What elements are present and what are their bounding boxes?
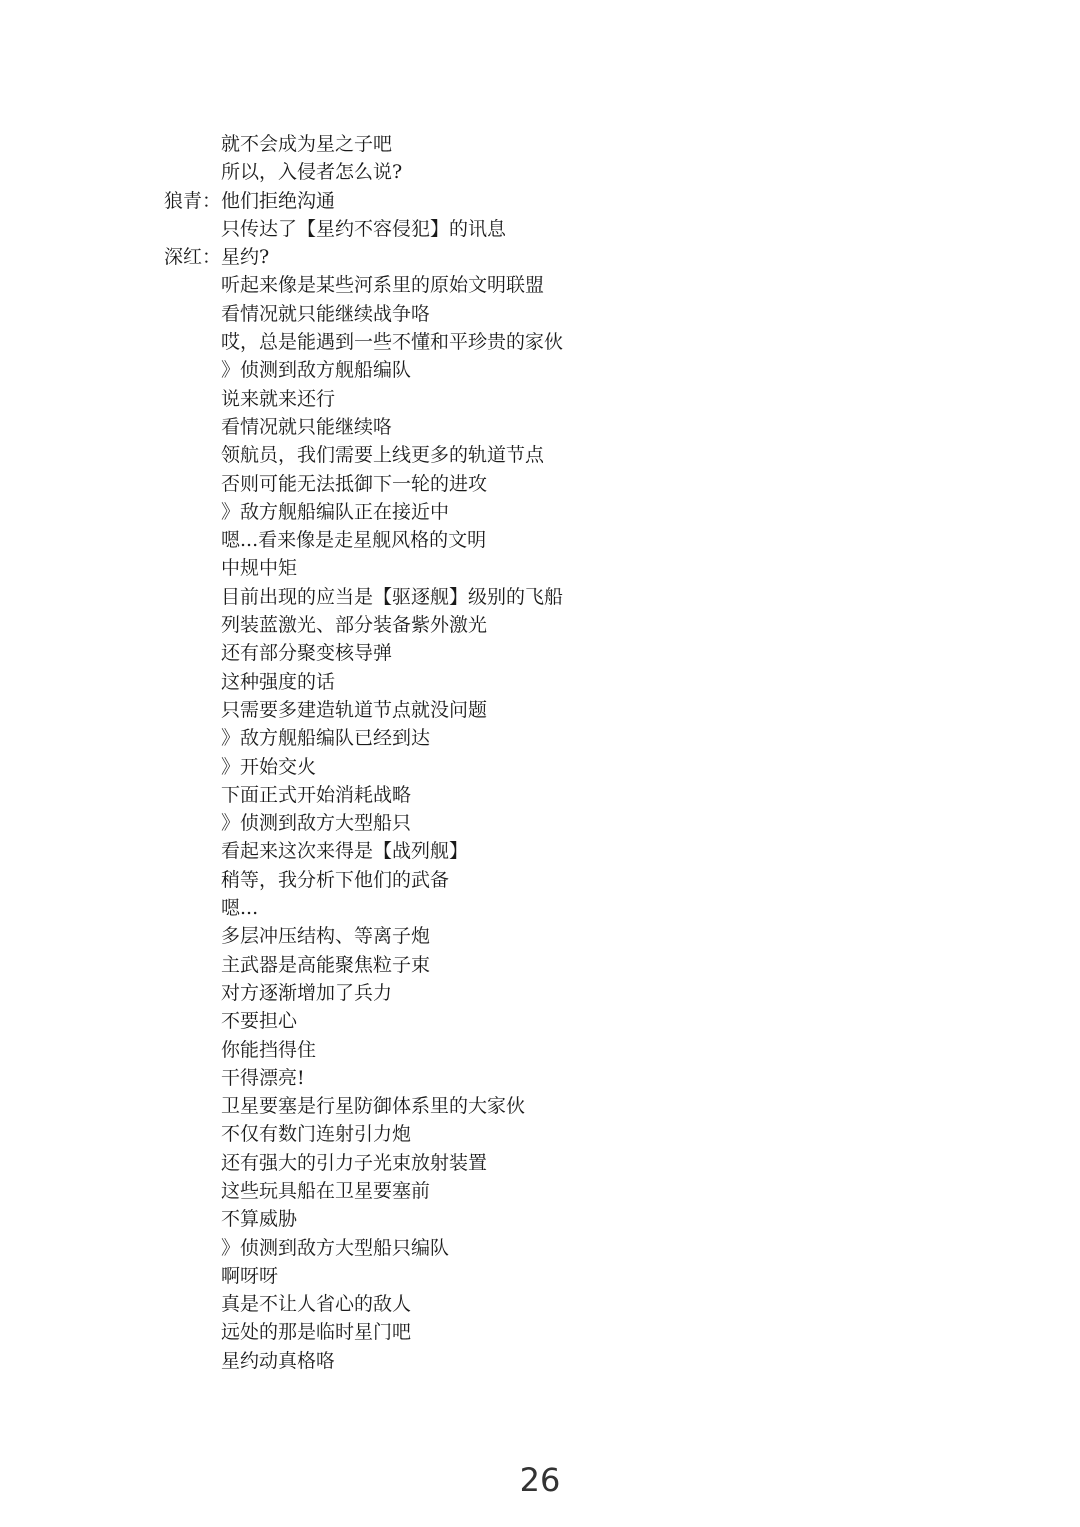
dialogue-line xyxy=(0,1262,1080,1290)
dialogue-line xyxy=(0,1177,1080,1205)
dialogue-text: 哎，总是能遇到一些不懂和平珍贵的家伙 xyxy=(221,331,564,354)
dialogue-line xyxy=(0,809,1080,837)
dialogue-text: 星约动真格咯 xyxy=(221,1349,336,1372)
dialogue-text: 中规中矩 xyxy=(221,557,298,580)
dialogue-line xyxy=(0,441,1080,469)
dialogue-text: 啊呀呀 xyxy=(221,1264,279,1287)
dialogue-line xyxy=(0,243,1080,271)
dialogue-line xyxy=(0,979,1080,1007)
dialogue-text: 嗯... xyxy=(221,897,259,920)
dialogue-text: 否则可能无法抵御下一轮的进攻 xyxy=(221,472,488,495)
dialogue-text: 他们拒绝沟通 xyxy=(221,189,336,212)
dialogue-text: 还有强大的引力子光束放射装置 xyxy=(221,1151,488,1174)
dialogue-text: 听起来像是某些河系里的原始文明联盟 xyxy=(221,274,545,297)
dialogue-line xyxy=(0,526,1080,554)
dialogue-line xyxy=(0,385,1080,413)
dialogue-line xyxy=(0,1318,1080,1346)
dialogue-line xyxy=(0,271,1080,299)
dialogue-text: 远处的那是临时星门吧 xyxy=(221,1321,412,1344)
script-body xyxy=(0,130,1080,1375)
dialogue-line xyxy=(0,866,1080,894)
dialogue-text: 就不会成为星之子吧 xyxy=(221,133,393,155)
dialogue-line xyxy=(0,668,1080,696)
dialogue-line xyxy=(0,1007,1080,1035)
dialogue-line xyxy=(0,1120,1080,1148)
dialogue-text: 看情况就只能继续战争咯 xyxy=(221,302,431,325)
dialogue-line xyxy=(0,498,1080,526)
dialogue-text: 》侦测到敌方大型船只 xyxy=(221,812,412,835)
dialogue-text: 还有部分聚变核导弹 xyxy=(221,642,393,665)
dialogue-line xyxy=(0,356,1080,384)
dialogue-line xyxy=(0,837,1080,865)
dialogue-text: 真是不让人省心的敌人 xyxy=(221,1293,412,1316)
dialogue-line xyxy=(0,922,1080,950)
dialogue-text: 领航员，我们需要上线更多的轨道节点 xyxy=(221,444,545,467)
dialogue-line xyxy=(0,1092,1080,1120)
dialogue-line xyxy=(0,1205,1080,1233)
dialogue-line xyxy=(0,724,1080,752)
dialogue-line xyxy=(0,894,1080,922)
dialogue-text: 说来就来还行 xyxy=(221,387,336,410)
dialogue-line xyxy=(0,1347,1080,1375)
dialogue-text: 不仅有数门连射引力炮 xyxy=(221,1123,412,1146)
dialogue-text: 》侦测到敌方大型船只编队 xyxy=(221,1236,450,1259)
dialogue-line xyxy=(0,187,1080,215)
dialogue-text: 所以，入侵者怎么说? xyxy=(221,161,403,184)
dialogue-text: 》开始交火 xyxy=(221,755,317,778)
dialogue-line xyxy=(0,611,1080,639)
dialogue-line xyxy=(0,1064,1080,1092)
dialogue-line xyxy=(0,130,1080,158)
dialogue-line xyxy=(0,1149,1080,1177)
dialogue-text: 》敌方舰船编队已经到达 xyxy=(221,727,431,750)
dialogue-line xyxy=(0,328,1080,356)
dialogue-line xyxy=(0,781,1080,809)
speaker-label: 深红： xyxy=(164,246,222,269)
dialogue-text: 目前出现的应当是【驱逐舰】级别的飞船 xyxy=(221,585,564,608)
dialogue-text: 不算威胁 xyxy=(221,1208,298,1231)
dialogue-text: 嗯...看来像是走星舰风格的文明 xyxy=(221,529,487,552)
speaker-label: 狼青： xyxy=(164,189,222,212)
dialogue-text: 稍等，我分析下他们的武备 xyxy=(221,868,450,891)
dialogue-line xyxy=(0,215,1080,243)
dialogue-line xyxy=(0,1290,1080,1318)
dialogue-text: 看起来这次来得是【战列舰】 xyxy=(221,840,469,863)
dialogue-text: 多层冲压结构、等离子炮 xyxy=(221,925,431,948)
dialogue-line xyxy=(0,696,1080,724)
dialogue-text: 》敌方舰船编队正在接近中 xyxy=(221,500,450,523)
dialogue-text: 看情况就只能继续咯 xyxy=(221,415,393,438)
dialogue-line xyxy=(0,583,1080,611)
dialogue-text: 这些玩具船在卫星要塞前 xyxy=(221,1179,431,1202)
dialogue-text: 只需要多建造轨道节点就没问题 xyxy=(221,698,488,721)
dialogue-line xyxy=(0,158,1080,186)
dialogue-line xyxy=(0,470,1080,498)
dialogue-text: 你能挡得住 xyxy=(221,1038,317,1061)
dialogue-text: 》侦测到敌方舰船编队 xyxy=(221,359,412,382)
dialogue-line xyxy=(0,639,1080,667)
dialogue-text: 列装蓝激光、部分装备紫外激光 xyxy=(221,614,488,637)
dialogue-text: 星约? xyxy=(221,246,270,269)
dialogue-text: 下面正式开始消耗战略 xyxy=(221,783,412,806)
dialogue-line xyxy=(0,951,1080,979)
dialogue-line xyxy=(0,1234,1080,1262)
dialogue-line xyxy=(0,300,1080,328)
dialogue-line xyxy=(0,413,1080,441)
dialogue-text: 干得漂亮! xyxy=(221,1066,305,1089)
dialogue-line xyxy=(0,1036,1080,1064)
dialogue-text: 对方逐渐增加了兵力 xyxy=(221,981,393,1004)
dialogue-text: 不要担心 xyxy=(221,1010,298,1033)
dialogue-text: 卫星要塞是行星防御体系里的大家伙 xyxy=(221,1095,526,1118)
page-number: 26 xyxy=(519,1461,561,1499)
dialogue-line xyxy=(0,753,1080,781)
dialogue-text: 这种强度的话 xyxy=(221,670,336,693)
dialogue-line xyxy=(0,554,1080,582)
dialogue-text: 只传达了【星约不容侵犯】的讯息 xyxy=(221,217,507,240)
dialogue-text: 主武器是高能聚焦粒子束 xyxy=(221,953,431,976)
